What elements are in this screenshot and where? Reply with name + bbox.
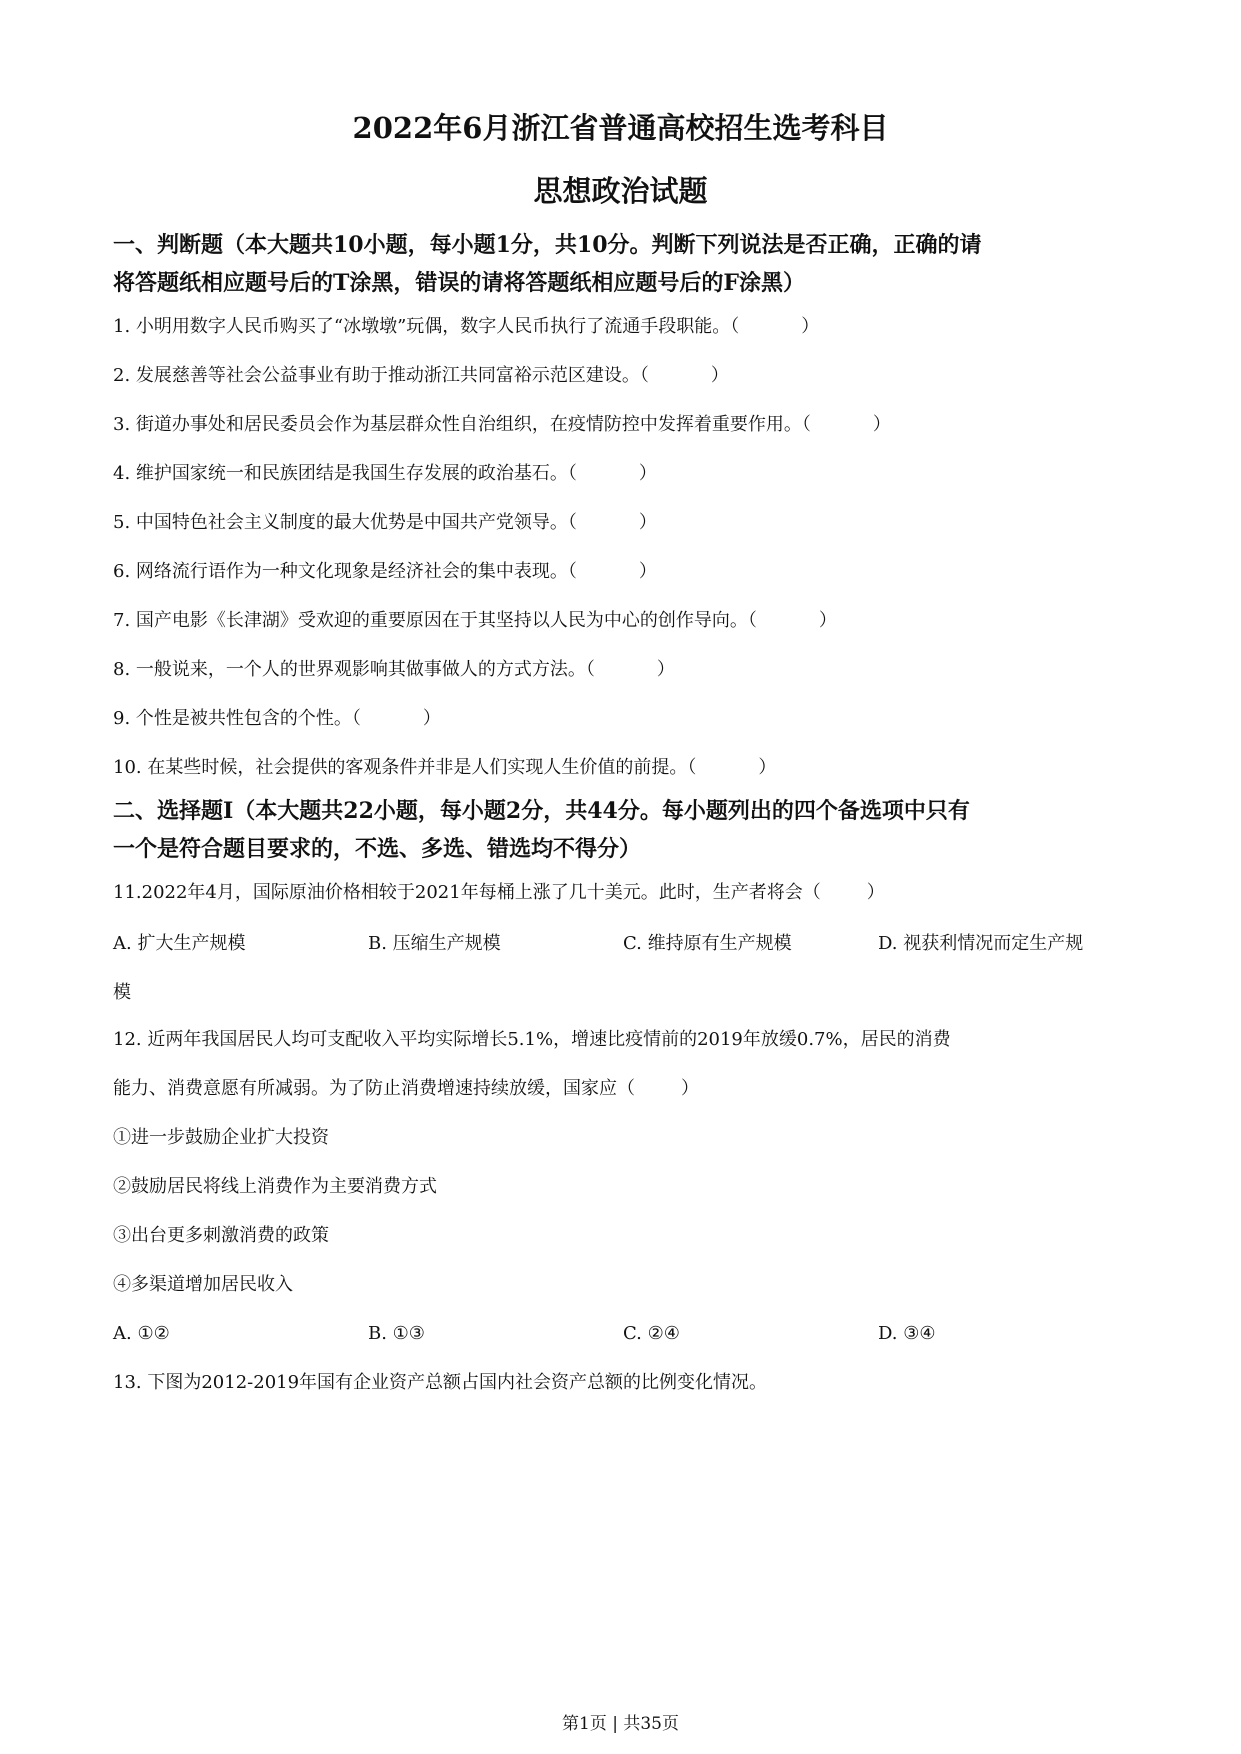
exam-title: 2022年6月浙江省普通高校招生选考科目 bbox=[352, 111, 889, 145]
question-7 bbox=[113, 596, 1133, 645]
question-text: 1. 小明用数字人民币购买了“冰墩墩”玩偶，数字人民币执行了流通手段职能。（ bbox=[113, 315, 740, 337]
option-c[interactable]: C. 维持原有生产规模 bbox=[623, 932, 792, 954]
section-2-heading-line1: 二、选择题Ⅰ（本大题共22小题，每小题2分，共44分。每小题列出的四个备选项中只有 bbox=[113, 798, 970, 824]
options-row bbox=[113, 917, 1133, 966]
statement-item: ④多渠道增加居民收入 bbox=[113, 1274, 293, 1295]
question-text: 7. 国产电影《长津湖》受欢迎的重要原因在于其坚持以人民为中心的创作导向。（ bbox=[113, 609, 757, 631]
question-5 bbox=[113, 498, 1133, 547]
question-11 bbox=[113, 868, 1133, 1015]
question-8 bbox=[113, 645, 1133, 694]
question-text: 2. 发展慈善等社会公益事业有助于推动浙江共同富裕示范区建设。（ bbox=[113, 364, 649, 386]
question-close: ） bbox=[681, 1077, 699, 1099]
question-close: ） bbox=[801, 315, 820, 337]
question-close: ） bbox=[656, 658, 675, 680]
question-3 bbox=[113, 400, 1133, 449]
question-1 bbox=[113, 302, 1133, 351]
option-b[interactable]: B. ①③ bbox=[368, 1323, 425, 1344]
option-b[interactable]: B. 压缩生产规模 bbox=[368, 932, 501, 954]
exam-subtitle: 思想政治试题 bbox=[533, 174, 708, 208]
question-9 bbox=[113, 694, 1133, 743]
section-2 bbox=[113, 792, 1133, 1407]
question-close: ） bbox=[758, 756, 777, 778]
statement-item: ①进一步鼓励企业扩大投资 bbox=[113, 1127, 329, 1148]
section-1-heading-line2: 将答题纸相应题号后的T涂黑，错误的请将答题纸相应题号后的F涂黑） bbox=[113, 270, 805, 296]
question-6 bbox=[113, 547, 1133, 596]
question-text: 3. 街道办事处和居民委员会作为基层群众性自治组织，在疫情防控中发挥着重要作用。（ bbox=[113, 413, 811, 435]
question-text: 4. 维护国家统一和民族团结是我国生存发展的政治基石。（ bbox=[113, 462, 577, 484]
question-text: 6. 网络流行语作为一种文化现象是经济社会的集中表现。（ bbox=[113, 560, 577, 582]
statement-item: ②鼓励居民将线上消费作为主要消费方式 bbox=[113, 1176, 437, 1197]
option-c[interactable]: C. ②④ bbox=[623, 1323, 680, 1344]
option-a[interactable]: A. 扩大生产规模 bbox=[113, 932, 246, 954]
section-1-heading-line1: 一、判断题（本大题共10小题，每小题1分，共10分。判断下列说法是否正确，正确的请 bbox=[113, 232, 982, 258]
question-text: 11.2022年4月，国际原油价格相较于2021年每桶上涨了几十美元。此时，生产者将会（ bbox=[113, 881, 821, 903]
question-text: 13. 下图为2012-2019年国有企业资产总额占国内社会资产总额的比例变化情况。 bbox=[113, 1371, 768, 1393]
question-2 bbox=[113, 351, 1133, 400]
question-text: 8. 一般说来，一个人的世界观影响其做事做人的方式方法。（ bbox=[113, 658, 595, 680]
exam-content bbox=[113, 226, 1133, 1407]
question-13 bbox=[113, 1358, 1133, 1407]
question-text: 5. 中国特色社会主义制度的最大优势是中国共产党领导。（ bbox=[113, 511, 577, 533]
option-d[interactable]: D. 视获利情况而定生产规 bbox=[878, 932, 1084, 954]
question-text: 10. 在某些时候，社会提供的客观条件并非是人们实现人生价值的前提。（ bbox=[113, 756, 697, 778]
question-close: ） bbox=[710, 364, 729, 386]
question-close: ） bbox=[866, 881, 885, 903]
section-2-heading-line2: 一个是符合题目要求的，不选、多选、错选均不得分） bbox=[113, 836, 642, 862]
question-stem-line2 bbox=[113, 1064, 1133, 1113]
option-a[interactable]: A. ①② bbox=[113, 1323, 170, 1344]
question-close: ） bbox=[638, 462, 657, 484]
options-row bbox=[113, 1309, 1133, 1358]
question-text: 9. 个性是被共性包含的个性。（ bbox=[113, 707, 361, 729]
question-close: ） bbox=[872, 413, 891, 435]
question-4 bbox=[113, 449, 1133, 498]
question-close: ） bbox=[422, 707, 441, 729]
question-stem bbox=[113, 1358, 1133, 1407]
option-d-wrap: 模 bbox=[113, 981, 131, 1003]
option-d[interactable]: D. ③④ bbox=[878, 1323, 936, 1344]
section-1 bbox=[113, 226, 1133, 792]
question-stem bbox=[113, 868, 1133, 917]
question-text: 12. 近两年我国居民人均可支配收入平均实际增长5.1%，增速比疫情前的2019年放缓0.7%，居民的消费 bbox=[113, 1028, 951, 1050]
question-close: ） bbox=[638, 511, 657, 533]
question-close: ） bbox=[818, 609, 837, 631]
statement-item: ③出台更多刺激消费的政策 bbox=[113, 1225, 329, 1246]
question-stem-line1 bbox=[113, 1015, 1133, 1064]
question-10 bbox=[113, 743, 1133, 792]
page-number: 第1页 | 共35页 bbox=[562, 1714, 679, 1734]
question-close: ） bbox=[638, 560, 657, 582]
question-12 bbox=[113, 1015, 1133, 1358]
question-text: 能力、消费意愿有所减弱。为了防止消费增速持续放缓，国家应（ bbox=[113, 1077, 635, 1099]
